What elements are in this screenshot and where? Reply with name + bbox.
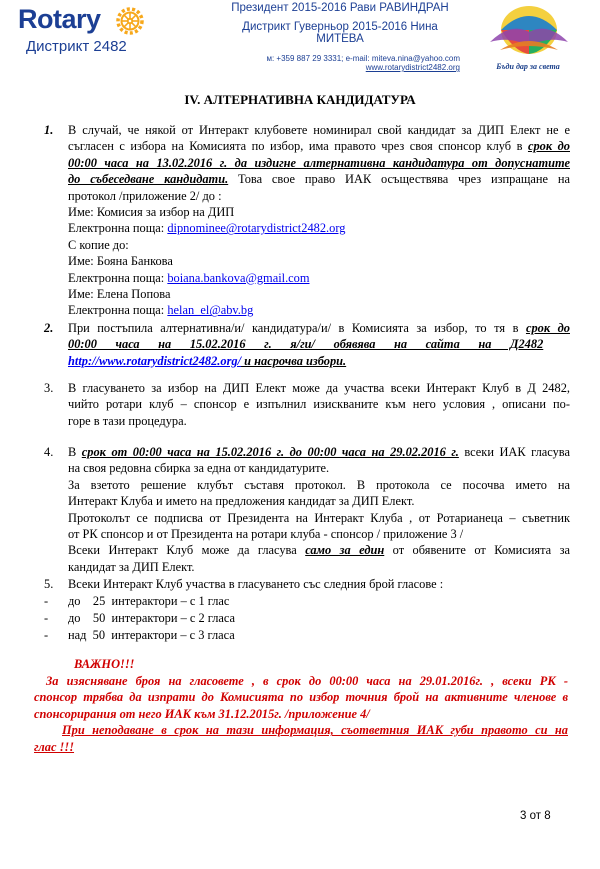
paragraph	[68, 320, 570, 369]
contact-line: м: +359 887 29 3331; e-mail: miteva.nina@yahoo.com	[266, 54, 460, 63]
text-span: Това свое право ИАК осъществява чрез изпращане на	[228, 172, 570, 187]
website-link[interactable]: http://www.rotarydistrict2482.org/	[68, 353, 242, 368]
emphasis: само за един	[305, 543, 385, 558]
text-line: горе в тази процедура.	[68, 413, 187, 428]
paragraph	[68, 122, 570, 319]
deadline-emphasis: до събеседване кандидати.	[68, 172, 229, 187]
item-number: 2.	[44, 321, 54, 335]
text-line: от РК спонсор и от Президента на ротари клуба - спонсор / приложение 3 /	[68, 527, 464, 542]
dash: -	[44, 628, 49, 642]
email-link[interactable]: dipnominee@rotarydistrict2482.org	[167, 221, 346, 236]
email-link[interactable]: boiana.bankova@gmail.com	[167, 270, 310, 285]
text-line: В гласуването за избор на ДИП Елект може да участва всеки Интеракт Клуб в Д 2482,	[68, 381, 570, 395]
important-heading: ВАЖНО!!!	[74, 657, 135, 671]
governor-line: Дистрикт Гуверньор 2015-2016 Нина МИТЕВА	[242, 21, 438, 45]
text-line	[68, 444, 570, 460]
rotary-wheel-icon	[116, 7, 144, 35]
text-line: Интеракт Клуба и името на предложения кандидат за ДИП Елект.	[68, 494, 415, 509]
vote-rule: до 50 интерактори – с 2 гласа	[68, 611, 236, 625]
text-span: всеки ИАК гласува	[458, 445, 570, 459]
email-label: Електронна поща:	[68, 303, 168, 318]
deadline-emphasis: 00:00 часа на 15.02.2016 г. я/ги/ обявява на сайта на Д2482	[68, 337, 544, 352]
notice-line: глас !!!	[34, 739, 75, 754]
deadline-emphasis: срок до	[527, 139, 570, 154]
text-span: съгласен с избора на Комисията по избор, има правото чрез своя спонсор клуб в	[68, 139, 523, 154]
email-label: Електронна поща:	[68, 221, 168, 236]
text-line: на своя редовна сбирка за една от кандидатурите.	[68, 461, 330, 476]
page-number: 3 от 8	[520, 810, 551, 822]
item-number: 1.	[44, 123, 54, 137]
item-number: 5.	[44, 577, 54, 591]
letterhead	[0, 0, 600, 78]
deadline-emphasis: срок от 00:00 часа на 15.02.2016 г. до 00:00 часа на 29.02.2016 г.	[81, 445, 459, 459]
text-line: чийто ротари клуб – спонсор е изпълнил изискваните към него условия , описани по-	[68, 397, 570, 412]
notice-line: спонсорирания от него ИАК към 31.12.2015г. /приложение 4/	[34, 706, 370, 721]
text-line: За взетото решение клубът съставя протокол. В протокола се посочва името на	[68, 477, 570, 492]
text-line	[68, 302, 570, 318]
email-link[interactable]: helan_el@abv.bg	[167, 303, 254, 318]
paragraph	[68, 380, 570, 429]
text-span: от обявените от Комисията за	[384, 543, 571, 558]
text-span: Всеки Интеракт Клуб може да гласува	[68, 543, 306, 558]
important-notice	[34, 673, 568, 755]
website-link[interactable]: www.rotarydistrict2482.org	[365, 63, 460, 72]
text-line: кандидат за ДИП Елект.	[68, 559, 195, 574]
header-info	[220, 2, 460, 72]
text-line	[68, 542, 570, 558]
text-line: Име: Комисия за избор на ДИП	[68, 205, 235, 220]
text-line: С копие до:	[68, 237, 129, 252]
text-span: При постъпила алтернативна/и/ кандидатура/и/ в Комисията за избор, то тя в	[68, 321, 519, 335]
email-label: Електронна поща:	[68, 270, 168, 285]
text-line	[68, 270, 570, 286]
section-title: IV. АЛТЕРНАТИВНА КАНДИДАТУРА	[184, 92, 416, 107]
text-line	[68, 320, 570, 336]
dash: -	[44, 611, 49, 625]
text-line: протокол /приложение 2/ до :	[68, 188, 222, 203]
text-line: В случай, че някой от Интеракт клубовете номинирал свой кандидат за ДИП Елект не е	[68, 123, 570, 137]
text-line	[68, 171, 570, 187]
text-line: Всеки Интеракт Клуб участва в гласуването със следния брой гласове :	[68, 577, 444, 591]
item-number: 4.	[44, 445, 54, 459]
deadline-emphasis: 00:00 часа на 13.02.2016 г. да издигне алтернативна кандидатура от допуснатите	[68, 155, 570, 170]
text-line	[68, 220, 570, 236]
president-line: Президент 2015-2016 Рави РАВИНДРАН	[231, 2, 449, 14]
vote-rule: над 50 интерактори – с 3 гласа	[68, 628, 235, 642]
deadline-emphasis: и насрочва избори.	[241, 353, 347, 368]
text-line	[68, 353, 570, 369]
text-line: Име: Елена Попова	[68, 287, 171, 302]
text-span: В	[68, 445, 82, 459]
text-line	[68, 138, 570, 154]
paragraph	[68, 444, 570, 575]
notice-line: При неподаване в срок на тази информация, съответния ИАК губи правото си на	[62, 723, 568, 738]
notice-line: спонсор трябва да изпрати до Комисията по избор точния брой на активните членове в	[34, 690, 568, 705]
rotary-logo	[18, 4, 158, 60]
motto-text: Бъди дар за света	[496, 62, 560, 71]
dash: -	[44, 594, 49, 608]
district-label: Дистрикт 2482	[26, 38, 127, 55]
item-number: 3.	[44, 381, 54, 395]
notice-line: За изясняване броя на гласовете , в срок до 00:00 часа на 29.01.2016г. , всеки РК -	[46, 674, 568, 688]
text-line: Протоколът се подписва от Президента на Интеракт Клуба , от Ротарианеца – съветник	[68, 510, 570, 525]
vote-rule: до 25 интерактори – с 1 глас	[68, 594, 230, 608]
deadline-emphasis: срок до	[525, 321, 570, 335]
rotary-wordmark: Rotary	[18, 4, 101, 34]
text-line: Име: Бояна Банкова	[68, 254, 173, 269]
